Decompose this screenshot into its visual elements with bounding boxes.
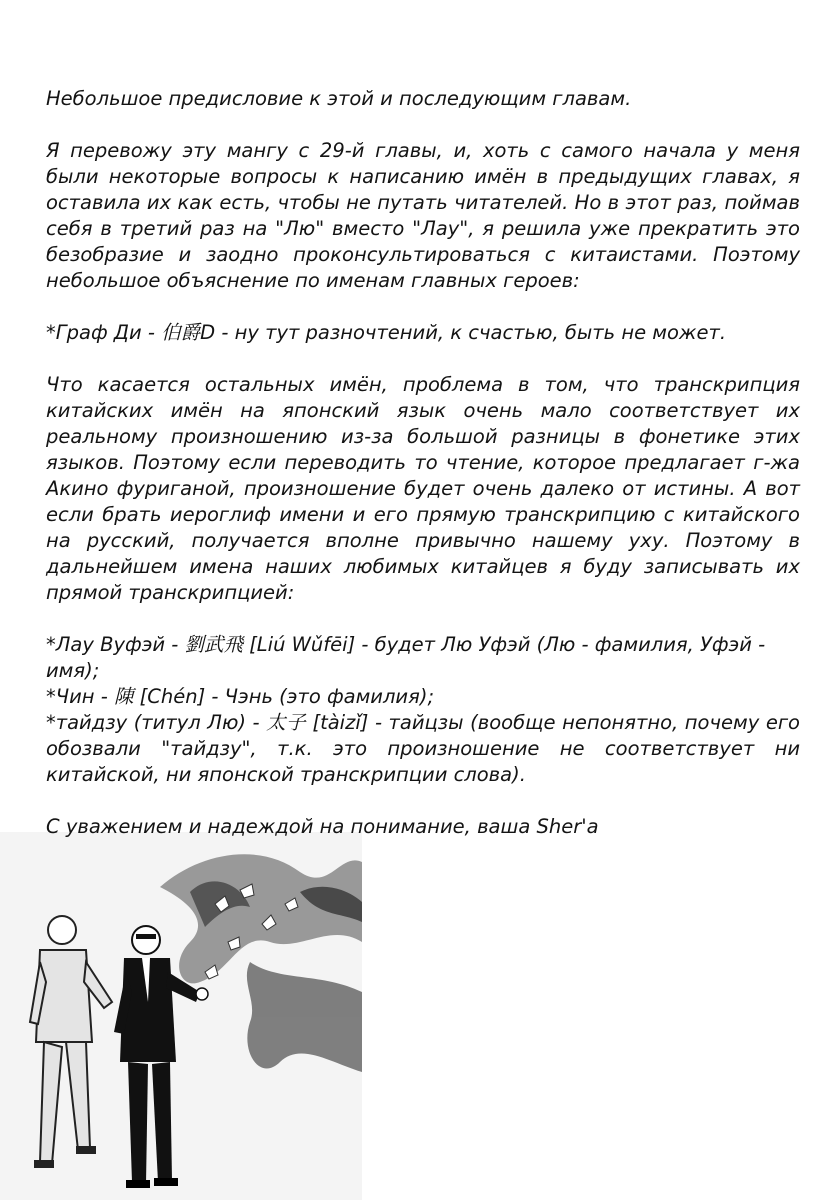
translator-note-text bbox=[46, 86, 800, 866]
count-d-entry: *Граф Ди - 伯爵D - ну тут разночтений, к счастью, быть не может. bbox=[46, 321, 727, 344]
manga-illustration-two-men-with-butterflies bbox=[0, 832, 362, 1200]
names-explanation-paragraph: Что касается остальных имён, проблема в том, что транскрипция китайских имён на японский язык очень мало соответствует их реальному произношению из-за большой разницы в фонетике этих языков. Поэтому если переводить то чтение, которое предлагает г-жа Акино фуриганой, произношение будет очень далеко от истины. А вот если брать иероглиф имени и его прямую транскрипцию с китайского на русский, получается вполне привычно нашему уху. Поэтому в дальнейшем имена наших любимых китайцев я буду записывать их прямой транскрипцией: bbox=[46, 373, 800, 604]
name-entry-taizu: *тайдзу (титул Лю) - 太子 [tàizǐ] - тайцзы (вообще непонятно, почему его обозвали "тайдзу", т.к. это произношение не соответствует ни китайской, ни японской транскрипции слова). bbox=[46, 711, 800, 786]
intro-paragraph: Я перевожу эту мангу с 29-й главы, и, хоть с самого начала у меня были некоторые вопросы к написанию имён в предыдущих главах, я оставила их как есть, чтобы не путать читателей. Но в этот раз, поймав себя в третий раз на "Лю" вместо "Лау", я решила уже прекратить это безобразие и заодно проконсультироваться с китаистами. Поэтому небольшое объяснение по именам главных героев: bbox=[46, 139, 800, 292]
name-entry-chin: *Чин - 陳 [Chén] - Чэнь (это фамилия); bbox=[46, 685, 435, 708]
name-entry-lau: *Лау Вуфэй - 劉武飛 [Liú Wǔfēi] - будет Лю Уфэй (Лю - фамилия, Уфэй - имя); bbox=[46, 633, 766, 682]
signature: С уважением и надеждой на понимание, ваша Sher'a bbox=[46, 815, 599, 838]
note-heading: Небольшое предисловие к этой и последующим главам. bbox=[46, 87, 632, 110]
